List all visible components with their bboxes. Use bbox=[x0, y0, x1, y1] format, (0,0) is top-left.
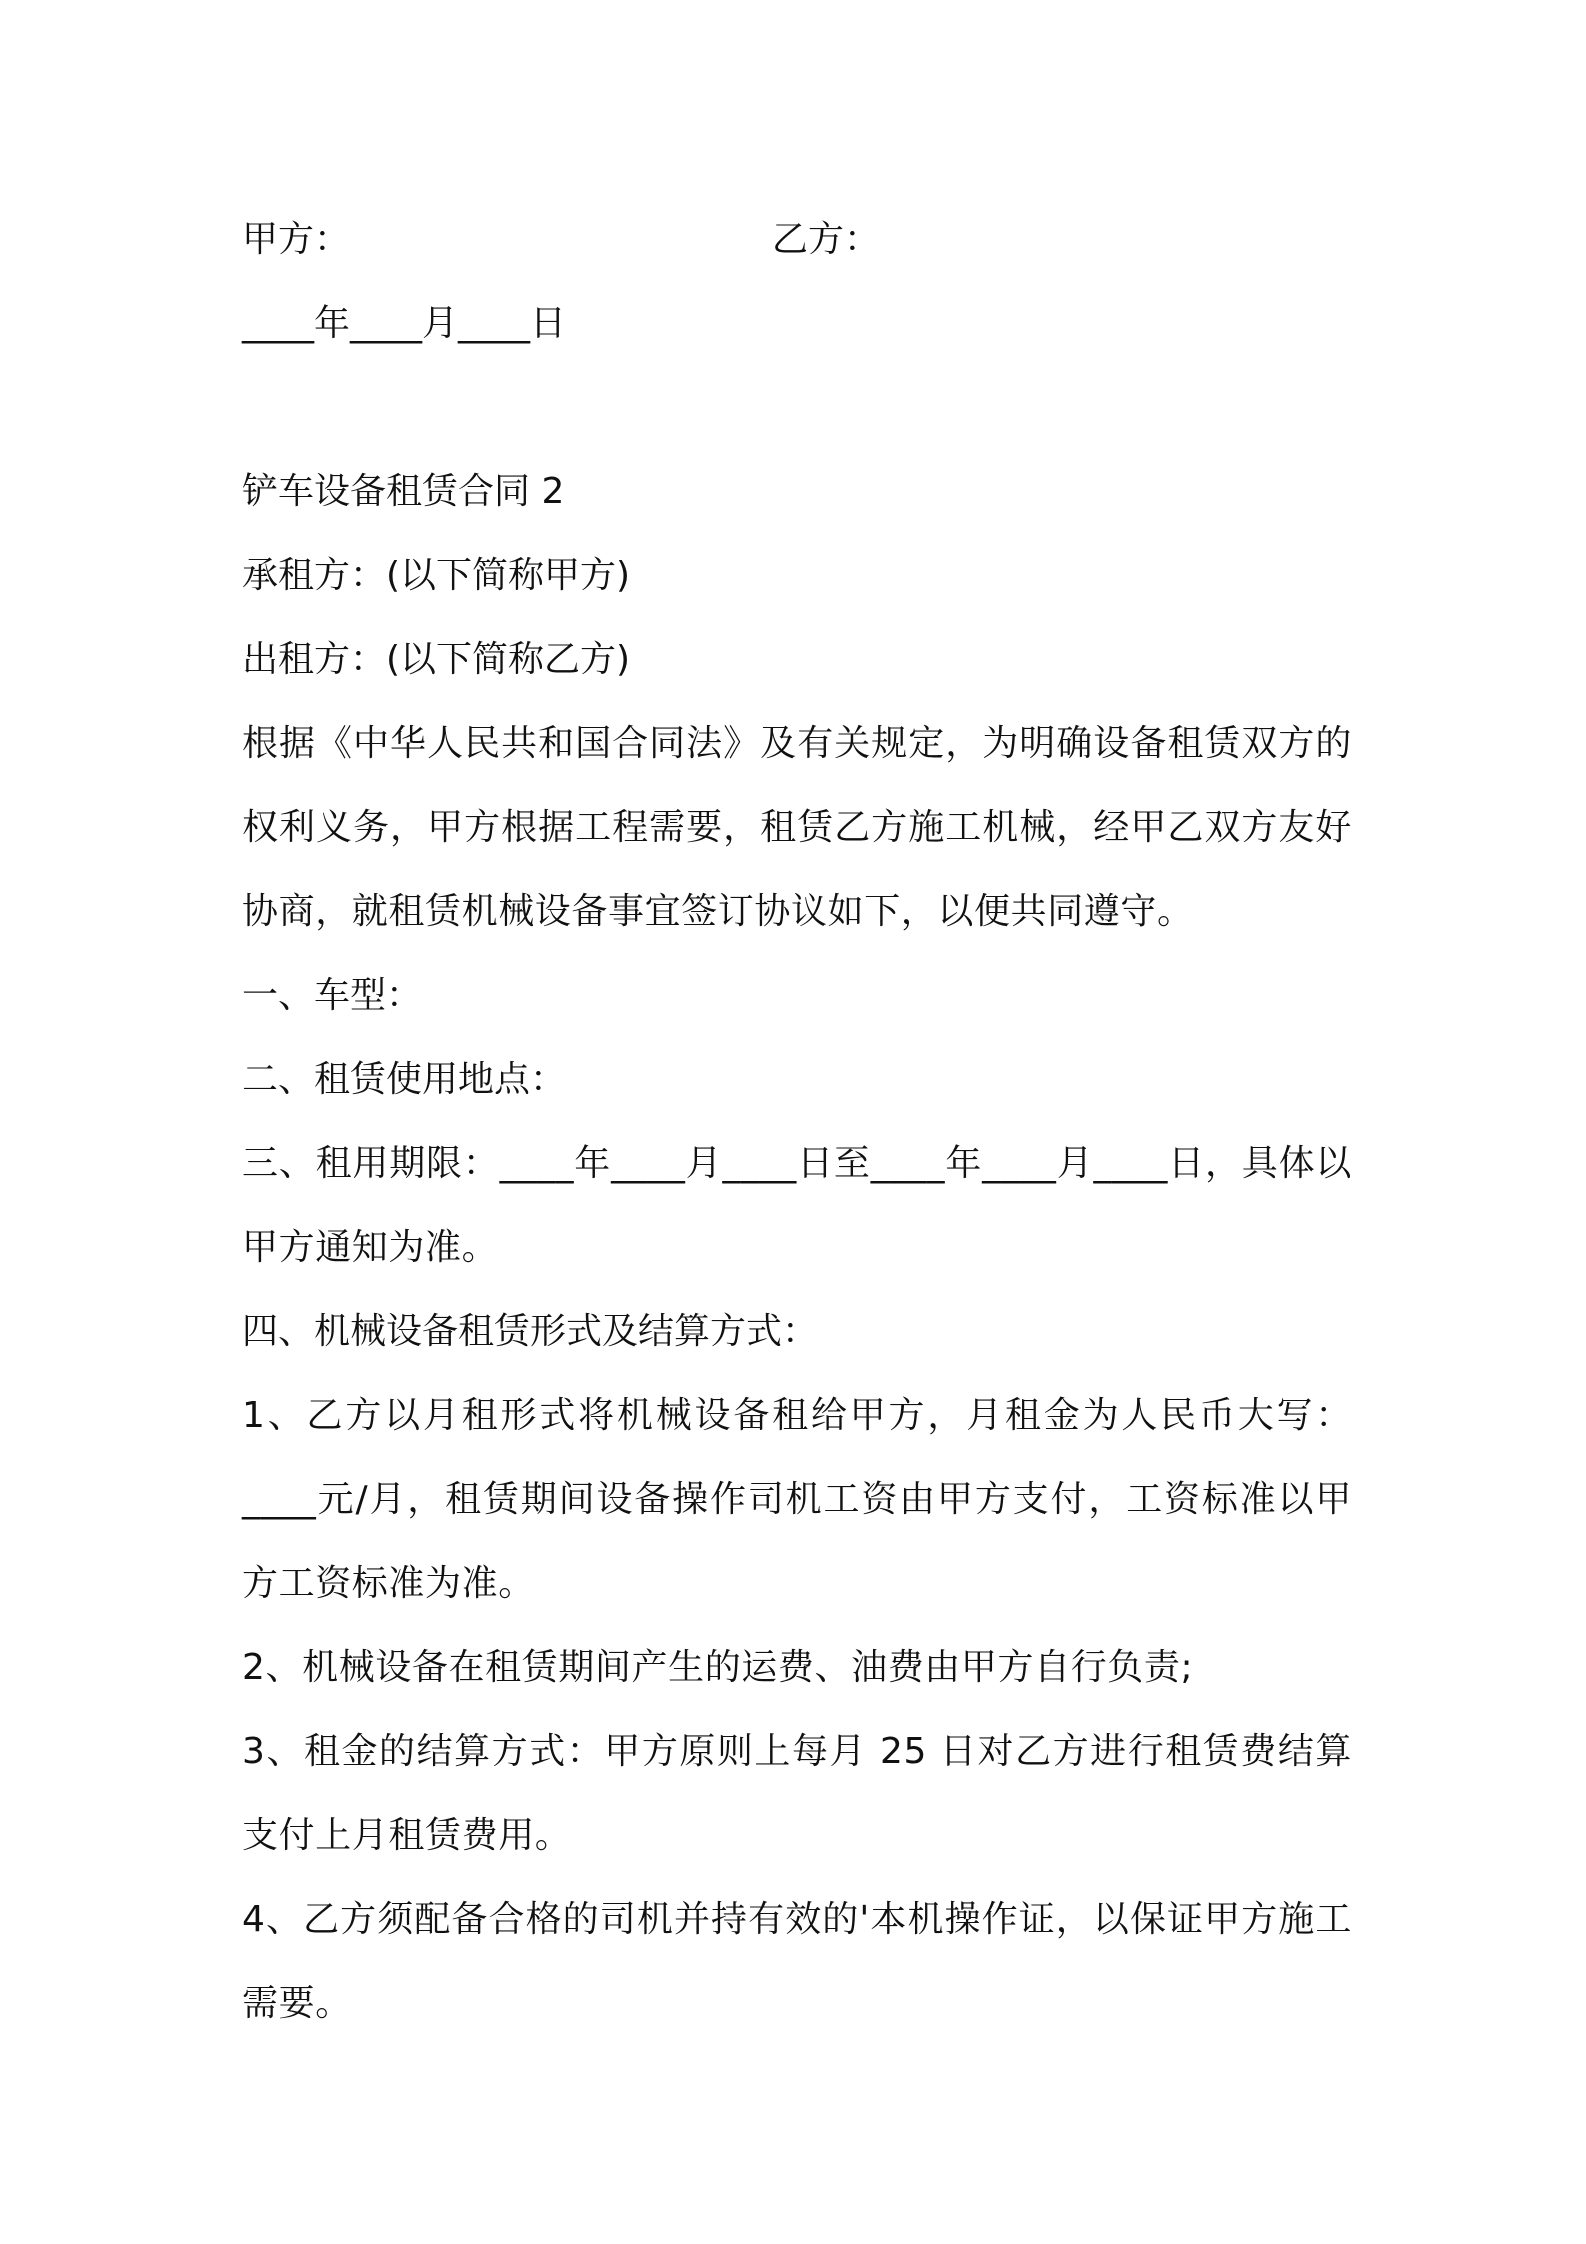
party-b-signature: 乙方： bbox=[772, 219, 881, 260]
spacer bbox=[242, 366, 1352, 450]
preamble-paragraph: 根据《中华人民共和国合同法》及有关规定，为明确设备租赁双方的权利义务，甲方根据工程需要，租赁乙方施工机械，经甲乙双方友好协商，就租赁机械设备事宜签订协议如下，以便共同遵守。 bbox=[242, 723, 1352, 932]
item-settlement: 3、租金的结算方式：甲方原则上每月 25 日对乙方进行租赁费结算支付上月租赁费用。 bbox=[242, 1731, 1352, 1856]
clause-usage-location: 二、租赁使用地点： bbox=[242, 1059, 567, 1100]
lessor-line: 出租方：(以下简称乙方) bbox=[242, 639, 631, 680]
lessee-line: 承租方：(以下简称甲方) bbox=[242, 555, 631, 596]
party-a-signature: 甲方： bbox=[242, 219, 351, 260]
clause-vehicle-type: 一、车型： bbox=[242, 975, 423, 1016]
item-freight-fuel: 2、机械设备在租赁期间产生的运费、油费由甲方自行负责; bbox=[242, 1647, 1194, 1688]
item-monthly-rent: 1、乙方以月租形式将机械设备租给甲方，月租金为人民币大写：____元/月，租赁期间设备操作司机工资由甲方支付，工资标准以甲方工资标准为准。 bbox=[242, 1395, 1352, 1604]
signature-row bbox=[242, 198, 1352, 282]
item-driver: 4、乙方须配备合格的司机并持有效的'本机操作证，以保证甲方施工需要。 bbox=[242, 1899, 1352, 2024]
contract-title: 铲车设备租赁合同 2 bbox=[242, 471, 565, 512]
clause-lease-form: 四、机械设备租赁形式及结算方式： bbox=[242, 1311, 819, 1352]
signature-date: ____年____月____日 bbox=[242, 303, 567, 344]
clause-lease-term: 三、租用期限：____年____月____日至____年____月____日，具体以甲方通知为准。 bbox=[242, 1143, 1352, 1268]
contract-body bbox=[242, 198, 1352, 2046]
